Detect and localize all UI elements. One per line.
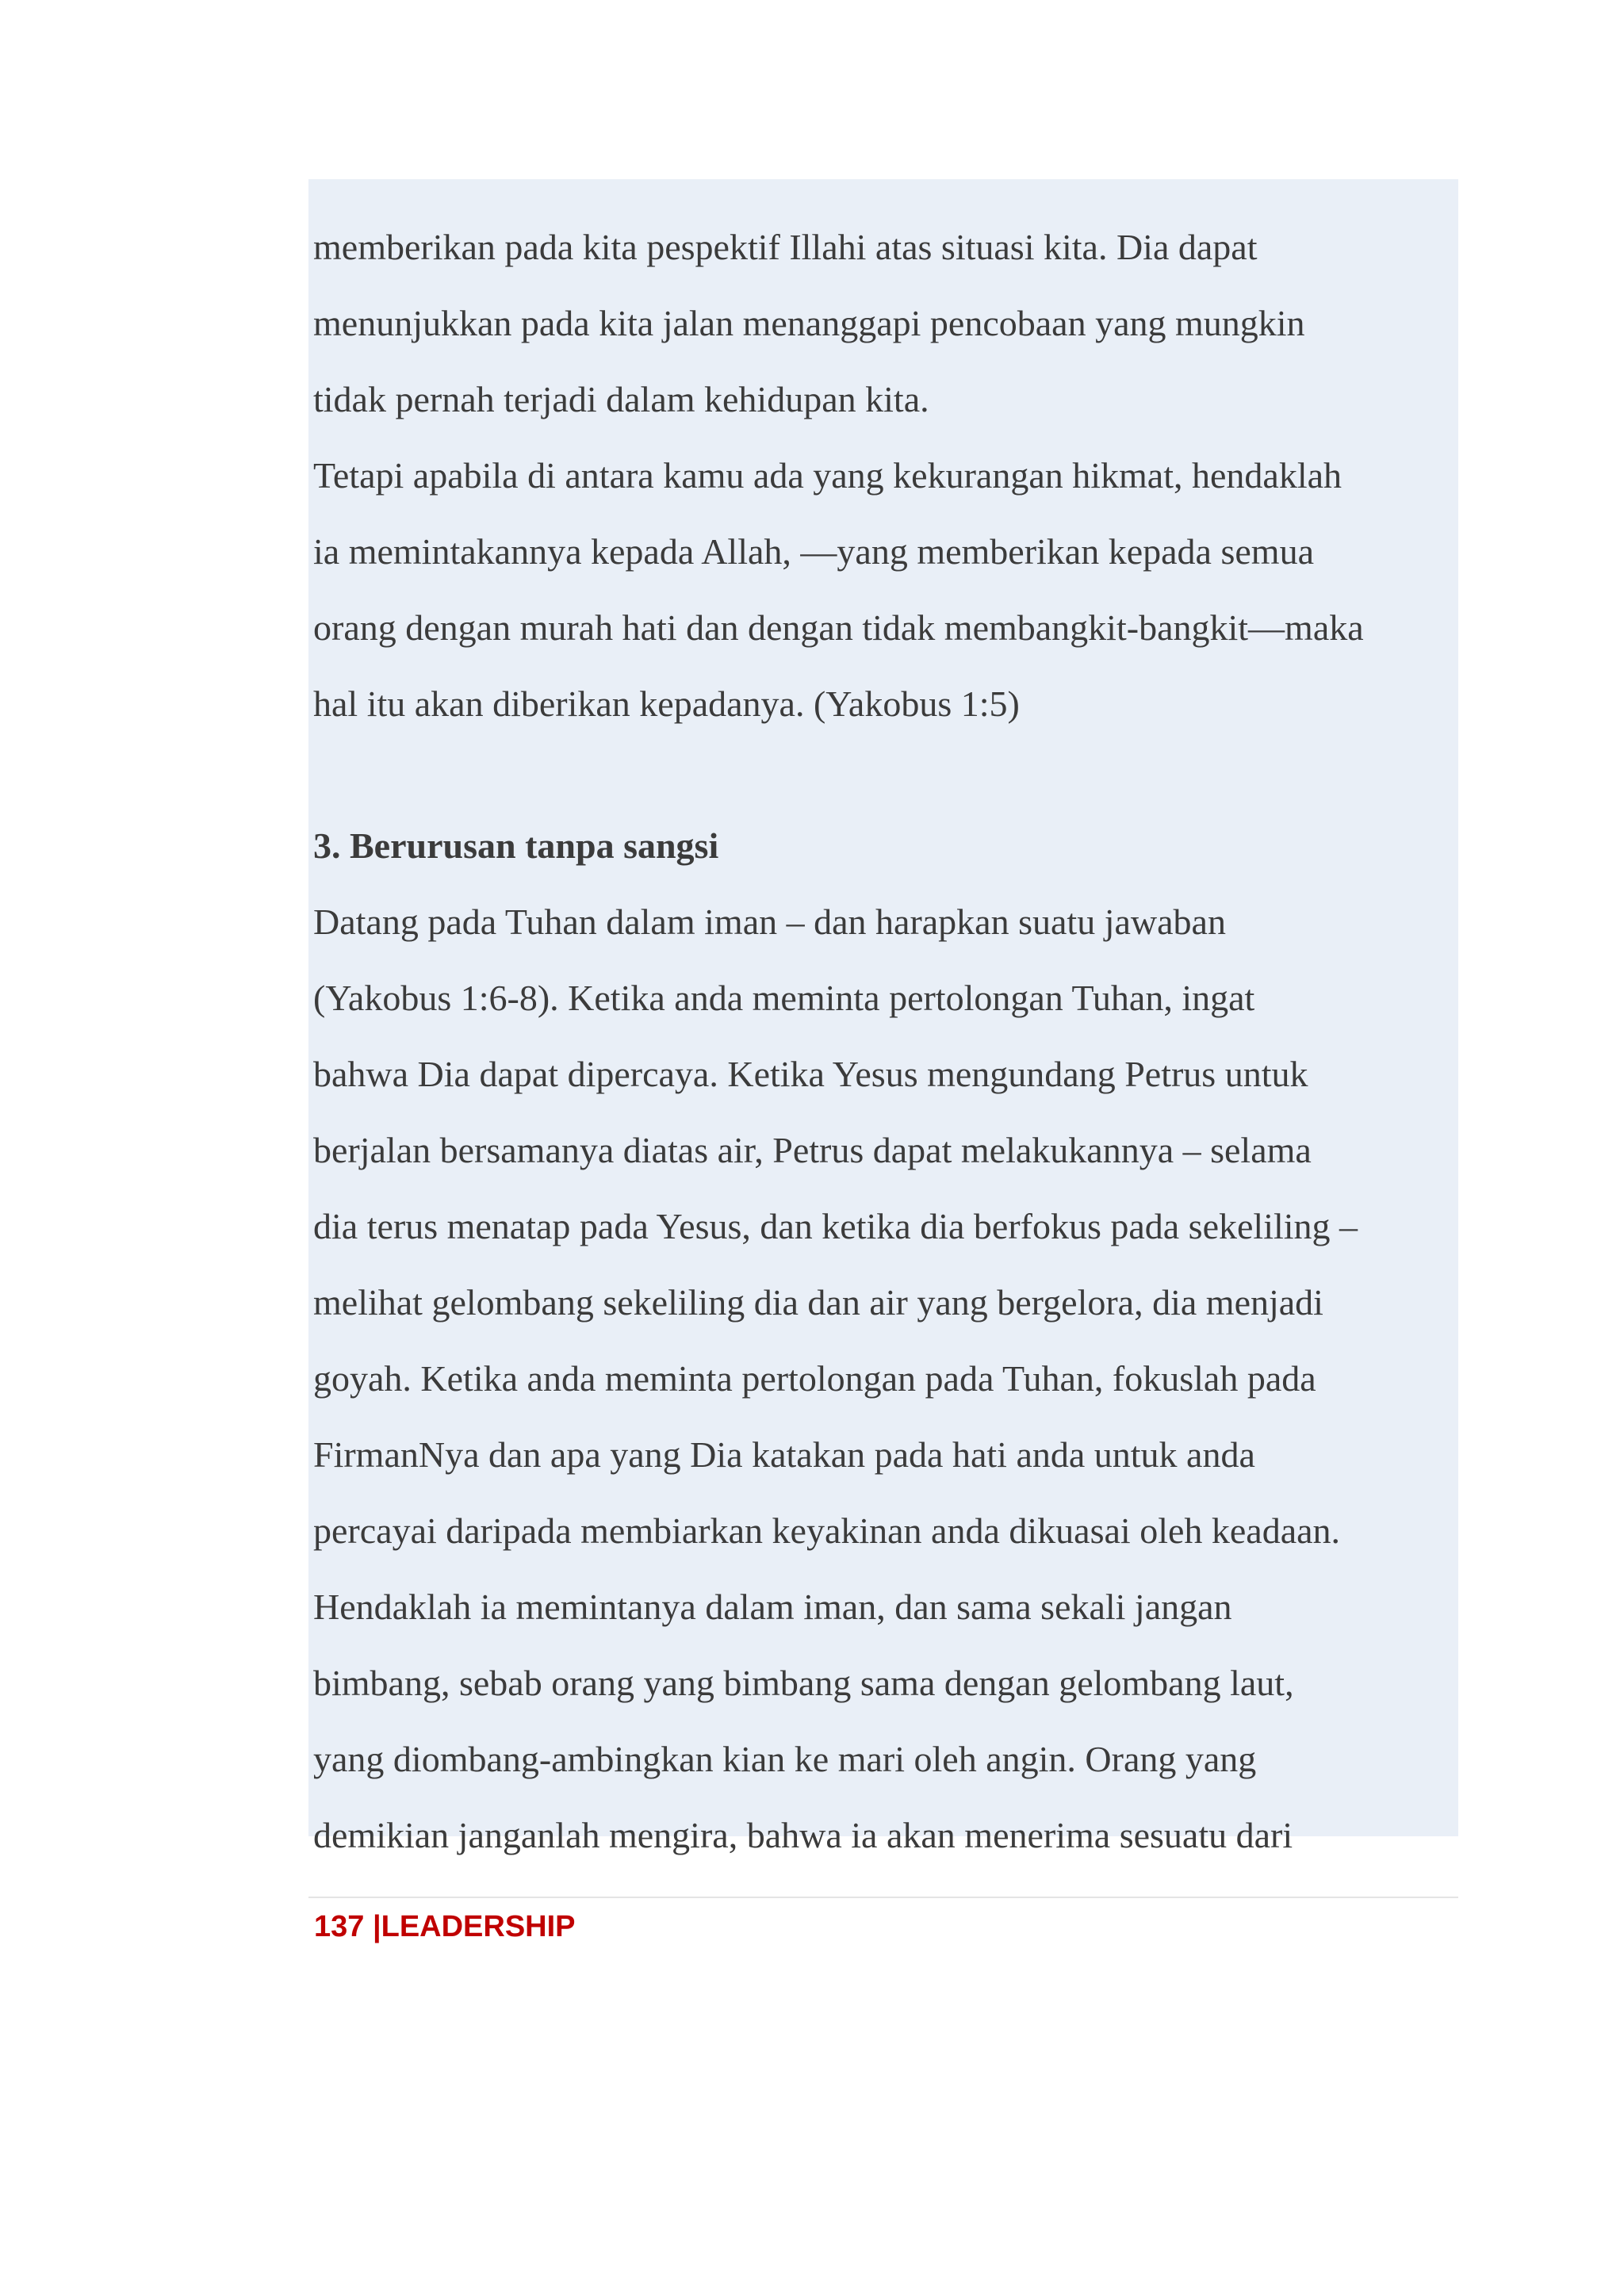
section-3-line-2: (Yakobus 1:6-8). Ketika anda meminta pertolongan Tuhan, ingat	[313, 978, 1255, 1018]
quote-1-line-2: ia memintakannya kepada Allah, —yang memberikan kepada semua	[313, 531, 1314, 572]
quote-1-line-3: orang dengan murah hati dan dengan tidak membangkit-bangkit—maka	[313, 607, 1364, 648]
page-content	[313, 209, 1458, 1874]
footer-title: LEADERSHIP	[381, 1910, 576, 1943]
section-3-line-1: Datang pada Tuhan dalam iman – dan harapkan suatu jawaban	[313, 902, 1226, 942]
paragraph-1-line-2: menunjukkan pada kita jalan menanggapi pencobaan yang mungkin	[313, 303, 1305, 343]
quote-1-line-4: hal itu akan diberikan kepadanya. (Yakobus 1:5)	[313, 683, 1020, 724]
footer-divider	[308, 1897, 1458, 1898]
footer-separator	[373, 1910, 381, 1943]
section-3-line-9: percayai daripada membiarkan keyakinan anda dikuasai oleh keadaan.	[313, 1510, 1341, 1551]
highlighted-text-block	[308, 179, 1458, 1855]
quote-1-line-1: Tetapi apabila di antara kamu ada yang kekurangan hikmat, hendaklah	[313, 455, 1342, 496]
quote-2-line-4: demikian janganlah mengira, bahwa ia akan menerima sesuatu dari	[313, 1815, 1293, 1855]
footer-separator-glyph: |	[372, 1910, 381, 1943]
section-3-heading: 3. Berurusan tanpa sangsi	[313, 825, 719, 866]
quote-2-line-2: bimbang, sebab orang yang bimbang sama dengan gelombang laut,	[313, 1663, 1294, 1703]
quote-2-line-1: Hendaklah ia memintanya dalam iman, dan sama sekali jangan	[313, 1587, 1232, 1627]
section-3-line-4: berjalan bersamanya diatas air, Petrus dapat melakukannya – selama	[313, 1130, 1312, 1170]
section-3-line-6: melihat gelombang sekeliling dia dan air yang bergelora, dia menjadi	[313, 1282, 1323, 1323]
section-3-line-7: goyah. Ketika anda meminta pertolongan pada Tuhan, fokuslah pada	[313, 1358, 1316, 1399]
section-3-line-5: dia terus menatap pada Yesus, dan ketika dia berfokus pada sekeliling –	[313, 1206, 1358, 1246]
paragraph-1-line-3: tidak pernah terjadi dalam kehidupan kita.	[313, 379, 929, 419]
page-footer	[314, 1903, 576, 1950]
section-3-line-3: bahwa Dia dapat dipercaya. Ketika Yesus mengundang Petrus untuk	[313, 1054, 1308, 1094]
paragraph-1-line-1: memberikan pada kita pespektif Illahi atas situasi kita. Dia dapat	[313, 227, 1258, 267]
page-number: 137	[314, 1910, 365, 1943]
section-3-line-8: FirmanNya dan apa yang Dia katakan pada hati anda untuk anda	[313, 1434, 1255, 1475]
paragraph-spacer	[313, 742, 1458, 808]
quote-2-line-3: yang diombang-ambingkan kian ke mari oleh angin. Orang yang	[313, 1739, 1257, 1779]
